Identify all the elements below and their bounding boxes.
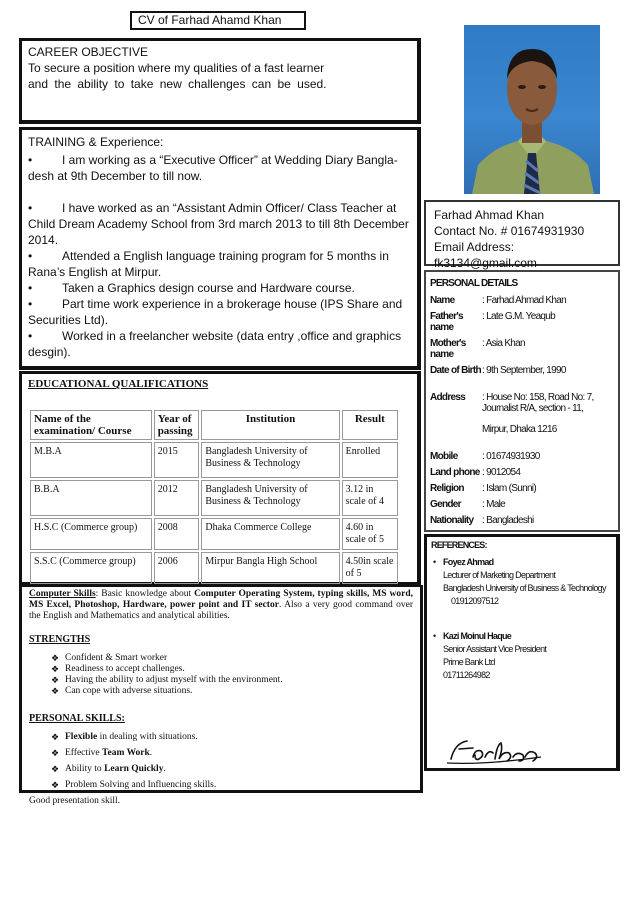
column-header: Name of the examination/ Course bbox=[30, 410, 152, 440]
diamond-bullet-icon: ❖ bbox=[51, 653, 60, 663]
personal-row: Gender : Male bbox=[430, 499, 506, 510]
personal-row: Address : House No: 158, Road No: 7, Journalist R/A, section - 11, bbox=[430, 392, 594, 414]
table-row: M.B.A 2015 Bangladesh University of Business & Technology Enrolled bbox=[30, 442, 398, 478]
signature bbox=[445, 735, 545, 769]
diamond-bullet-icon: ❖ bbox=[51, 780, 60, 790]
list-item: ❖ Problem Solving and Influencing skills. bbox=[51, 780, 217, 790]
contact-phone: Contact No. # 01674931930 bbox=[434, 224, 585, 238]
career-heading: CAREER OBJECTIVE bbox=[28, 45, 149, 59]
bullet-icon: • bbox=[433, 557, 436, 567]
column-header: Institution bbox=[201, 410, 339, 440]
reference-entry: • Kazi Moinul Haque Senior Assistant Vice President Prime Bank Ltd 01711264982 bbox=[433, 631, 547, 680]
personal-skills-heading: PERSONAL SKILLS: bbox=[29, 713, 125, 724]
table-header-row bbox=[30, 410, 398, 440]
personal-row: Mirpur, Dhaka 1216 bbox=[482, 424, 557, 435]
personal-row: Date of Birth : 9th September, 1990 bbox=[430, 365, 566, 376]
career-objective-box bbox=[19, 38, 421, 124]
personal-row: Nationality : Bangladeshi bbox=[430, 515, 534, 526]
personal-row: Religion : Islam (Sunni) bbox=[430, 483, 536, 494]
personal-row: Father's name : Late G.M. Yeaqub bbox=[430, 311, 556, 333]
reference-entry: • Foyez Ahmad Lecturer of Marketing Department Bangladesh University of Business & Technology 01912097512 bbox=[433, 557, 606, 606]
contact-name: Farhad Ahmad Khan bbox=[434, 208, 545, 222]
personal-details-box bbox=[424, 270, 620, 532]
training-item: • Taken a Graphics design course and Hardware course. bbox=[28, 281, 355, 295]
last-skill: Good presentation skill. bbox=[29, 796, 121, 806]
diamond-bullet-icon: ❖ bbox=[51, 748, 60, 758]
education-table bbox=[28, 408, 400, 586]
training-heading: TRAINING & Experience: bbox=[28, 135, 164, 149]
personal-row: Land phone : 9012054 bbox=[430, 467, 521, 478]
computer-skills: Computer Skills: Basic knowledge about Computer Operating System, typing skills, MS word, MS Excel, Photoshop, Hardware, power point and IT sector. Also a very good command over the English and Mathematics and analytical abilities. bbox=[29, 589, 414, 621]
personal-row: Name : Farhad Ahmad Khan bbox=[430, 295, 566, 306]
list-item: ❖ Effective Team Work. bbox=[51, 748, 153, 758]
training-item: • I am working as a “Executive Officer” at Wedding Diary Bangla- desh at 9th December to till now. bbox=[28, 153, 398, 183]
skills-box bbox=[19, 585, 423, 806]
bullet-icon: • bbox=[433, 631, 436, 641]
contact-box bbox=[424, 200, 620, 270]
education-box bbox=[19, 371, 421, 585]
personal-row: Mother's name : Asia Khan bbox=[430, 338, 525, 360]
training-experience-box bbox=[19, 127, 421, 370]
career-line-1: To secure a position where my qualities of a fast learner bbox=[28, 61, 325, 75]
diamond-bullet-icon: ❖ bbox=[51, 675, 60, 685]
table-row: B.B.A 2012 Bangladesh University of Business & Technology 3.12 in scale of 4 bbox=[30, 480, 398, 516]
list-item: ❖ Readiness to accept challenges. bbox=[51, 664, 185, 674]
column-header: Result bbox=[342, 410, 398, 440]
column-header: Year of passing bbox=[154, 410, 200, 440]
list-item: ❖ Flexible in dealing with situations. bbox=[51, 732, 198, 742]
training-item: • I have worked as an “Assistant Admin Officer/ Class Teacher at Child Dream Academy School from 3rd march 2013 to till 8th December 2014. bbox=[28, 201, 409, 247]
diamond-bullet-icon: ❖ bbox=[51, 686, 60, 696]
personal-row: Mobile : 01674931930 bbox=[430, 451, 540, 462]
list-item: ❖ Having the ability to adjust myself with the environment. bbox=[51, 675, 283, 685]
personal-details-heading: PERSONAL DETAILS bbox=[430, 278, 518, 289]
list-item: ❖ Can cope with adverse situations. bbox=[51, 686, 193, 696]
diamond-bullet-icon: ❖ bbox=[51, 664, 60, 674]
table-row: S.S.C (Commerce group) 2006 Mirpur Bangla High School 4.50in scale of 5 bbox=[30, 552, 398, 584]
cv-title: CV of Farhad Ahamd Khan bbox=[130, 11, 306, 30]
list-item: ❖ Confident & Smart worker bbox=[51, 653, 168, 663]
training-item: • Part time work experience in a brokerage house (IPS Share and Securities Ltd). bbox=[28, 297, 403, 327]
list-item: ❖ Ability to Learn Quickly. bbox=[51, 764, 166, 774]
contact-email: Email Address: fk3134@gmail.com bbox=[434, 240, 537, 270]
training-item: • Worked in a freelancher website (data entry ,office and graphics desgin). bbox=[28, 329, 402, 359]
education-heading: EDUCATIONAL QUALIFICATIONS bbox=[28, 378, 209, 390]
career-line-2: and the ability to take new challenges can be used. bbox=[28, 77, 327, 91]
references-heading: REFERENCES: bbox=[431, 540, 487, 550]
diamond-bullet-icon: ❖ bbox=[51, 732, 60, 742]
table-row: H.S.C (Commerce group) 2008 Dhaka Commerce College 4.60 in scale of 5 bbox=[30, 518, 398, 550]
strengths-heading: STRENGTHS bbox=[29, 634, 91, 645]
diamond-bullet-icon: ❖ bbox=[51, 764, 60, 774]
training-item: • Attended a English language training program for 5 months in Rana’s English at Mirpur. bbox=[28, 249, 389, 279]
profile-photo bbox=[464, 25, 600, 194]
